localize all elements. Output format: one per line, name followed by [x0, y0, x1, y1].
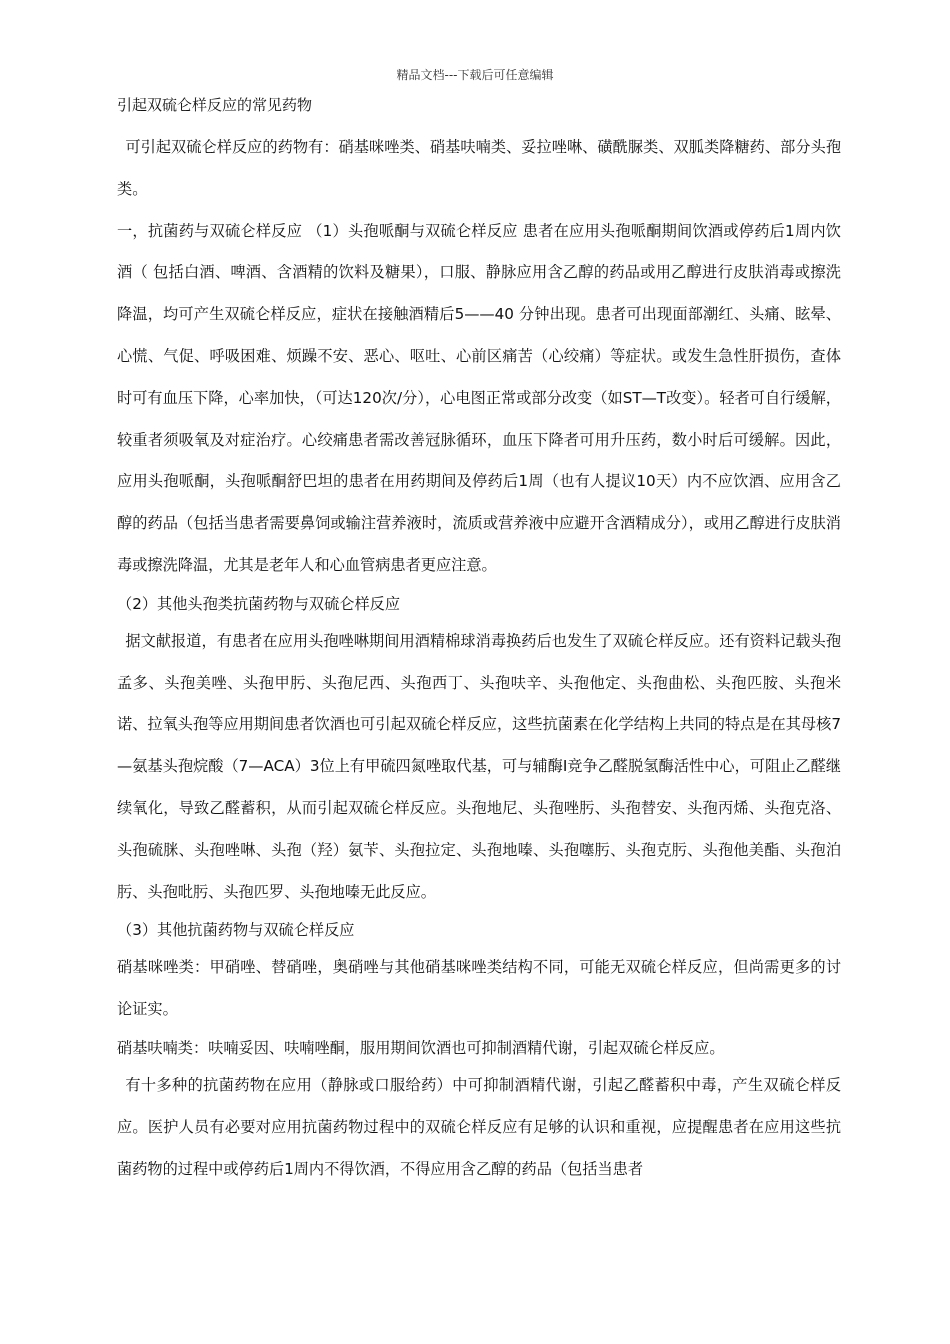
- document-body: [117, 127, 841, 1190]
- paragraph-section-1: 一，抗菌药与双硫仑样反应 （1）头孢哌酮与双硫仑样反应 患者在应用头孢哌酮期间饮酒或停药后1周内饮酒（ 包括白酒、啤酒、含酒精的饮料及糖果），口服、静脉应用含乙醇的药品或用乙醇进行皮肤消毒或擦洗降温，均可产生双硫仑样反应，症状在接触酒精后5——40 分钟出现。患者可出现面部潮红、头痛、眩晕、心慌、气促、呼吸困难、烦躁不安、恶心、呕吐、心前区痛苦（心绞痛）等症状。或发生急性肝损伤，查体时可有血压下降，心率加快，（可达120次/分），心电图正常或部分改变（如ST—T改变）。轻者可自行缓解，较重者须吸氧及对症治疗。心绞痛患者需改善冠脉循环，血压下降者可用升压药，数小时后可缓解。因此，应用头孢哌酮，头孢哌酮舒巴坦的患者在用药期间及停药后1周（也有人提议10天）内不应饮酒、应用含乙醇的药品（包括当患者需要鼻饲或输注营养液时，流质或营养液中应避开含酒精成分），或用乙醇进行皮肤消毒或擦洗降温，尤其是老年人和心血管病患者更应注意。: [117, 221, 841, 574]
- paragraph-nitrofurans: 硝基呋喃类：呋喃妥因、呋喃唑酮，服用期间饮酒也可抑制酒精代谢，引起双硫仑样反应。: [117, 1038, 725, 1057]
- paragraph-summary: 有十多种的抗菌药物在应用（静脉或口服给药）中可抑制酒精代谢，引起乙醛蓄积中毒，产生双硫仑样反应。医护人员有必要对应用抗菌药物过程中的双硫仑样反应有足够的认识和重视，应提醒患者在应用这些抗菌药物的过程中或停药后1周内不得饮酒，不得应用含乙醇的药品（包括当患者: [117, 1075, 841, 1178]
- document-title: 引起双硫仑样反应的常见药物: [117, 96, 313, 114]
- paragraph-subheading-2: （2）其他头孢类抗菌药物与双硫仑样反应: [117, 594, 401, 613]
- paragraph-cephalosporins: 据文献报道，有患者在应用头孢唑啉期间用酒精棉球消毒换药后也发生了双硫仑样反应。还有资料记载头孢孟多、头孢美唑、头孢甲肟、头孢尼西、头孢西丁、头孢呋辛、头孢他定、头孢曲松、头孢匹胺、头孢米诺、拉氧头孢等应用期间患者饮酒也可引起双硫仑样反应，这些抗菌素在化学结构上共同的特点是在其母核7—氨基头孢烷酸（7—ACA）3位上有甲硫四氮唑取代基，可与辅酶Ⅰ竞争乙醛脱氢酶活性中心，可阻止乙醛继续氧化，导致乙醛蓄积，从而引起双硫仑样反应。头孢地尼、头孢唑肟、头孢替安、头孢丙烯、头孢克洛、头孢硫脒、头孢唑啉、头孢（羟）氨苄、头孢拉定、头孢地嗪、头孢噻肟、头孢克肟、头孢他美酯、头孢泊肟、头孢吡肟、头孢匹罗、头孢地嗪无此反应。: [117, 631, 841, 901]
- paragraph-intro: 可引起双硫仑样反应的药物有：硝基咪唑类、硝基呋喃类、妥拉唑啉、磺酰脲类、双胍类降糖药、部分头孢类。: [117, 138, 841, 198]
- paragraph-nitroimidazoles: 硝基咪唑类：甲硝唑、替硝唑，奥硝唑与其他硝基咪唑类结构不同，可能无双硫仑样反应，但尚需更多的讨论证实。: [117, 958, 841, 1019]
- page-header: 精品文档---下载后可任意编辑: [396, 68, 554, 82]
- paragraph-subheading-3: （3）其他抗菌药物与双硫仑样反应: [117, 921, 355, 940]
